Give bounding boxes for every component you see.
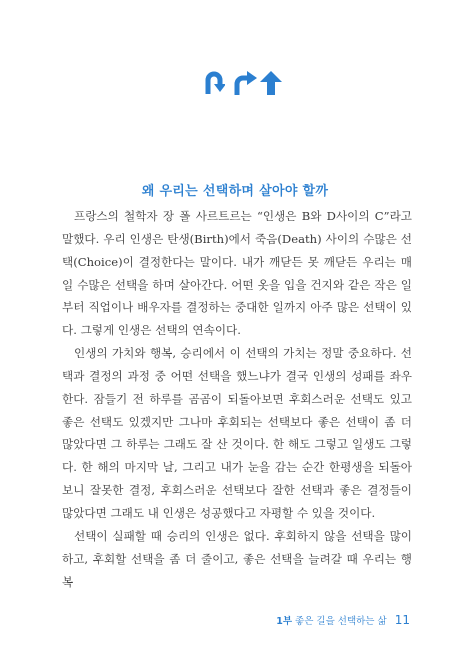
chapter-icons	[0, 70, 470, 100]
u-turn-arrow-icon	[203, 70, 225, 96]
paragraph: 인생의 가치와 행복, 승리에서 이 선택의 가치는 정말 중요하다. 선택과 결정의 과정 중 어떤 선택을 했느냐가 결국 인생의 성패를 좌우한다. 잠들기 전 하루를 곰곰이 되돌아보면 후회스러운 선택도 있고 좋은 선택도 있겠지만 그나마 후회되는 선택보다 좋은 선택이 좀 더 많았다면 그 하루는 그래도 잘 산 것이다. 한 해도 그렇고 일생도 그렇다. 한 해의 마지막 날, 그리고 내가 눈을 감는 순간 한평생을 되돌아보니 잘못한 결정, 후회스러운 선택보다 잘한 선택과 좋은 결정들이 많았다면 그래도 내 인생은 성공했다고 자평할 수 있을 것이다.	[62, 346, 412, 520]
running-footer	[276, 613, 410, 627]
paragraph: 선택이 실패할 때 승리의 인생은 없다. 후회하지 않을 선택을 많이 하고, 후회할 선택을 좀 더 줄이고, 좋은 선택을 늘려갈 때 우리는 행복	[62, 528, 412, 589]
body-text	[62, 205, 412, 593]
section-title: 왜 우리는 선택하며 살아야 할까	[141, 184, 329, 199]
part-label: 1부	[276, 616, 292, 627]
page-number: 11	[394, 613, 410, 627]
part-title: 좋은 길을 선택하는 삶	[295, 616, 387, 627]
up-arrow-icon	[258, 70, 284, 96]
paragraph: 프랑스의 철학자 장 폴 사르트르는 “인생은 B와 D사이의 C”라고 말했다. 우리 인생은 탄생(Birth)에서 죽음(Death) 사이의 수많은 선택(Choice)이 결정한다는 말이다. 내가 깨닫든 못 깨닫든 우리는 매일 수많은 선택을 하며 살아간다. 어떤 옷을 입을 건지와 같은 작은 일부터 직업이나 배우자를 결정하는 중대한 일까지 아주 많은 선택이 있다. 그렇게 인생은 선택의 연속이다.	[62, 209, 412, 338]
turn-right-arrow-icon	[232, 70, 258, 96]
